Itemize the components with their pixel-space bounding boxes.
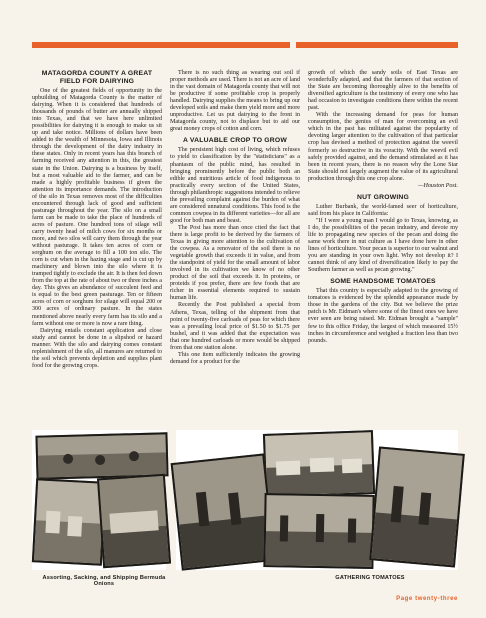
paragraph: One of the greatest fields of opportunity in the upbuilding of Matagorda County is the matter of dairying. When it is considered that hundreds of thousands of pounds of butter are annually shipped into Texas, and that we have here unlimited possibilities for dairying it is enough to make us sit up and take notice. Millions of dollars have been added to the wealth of Minnesota, Iowa and Illinois through the development of the dairy industry in these states. Only in recent years has this branch of farming received any attention in this, the greatest state in the Union. Dairying is a business by itself, but a most valuable aid to the farmer, and can be made a highly profitable business if given the attention its importance demands. The introduction of the silo in Texas removes most of the difficulties encountered through lack of good and sufficient pasturage throughout the year. The silo on a small farm can be made to take the place of hundreds of acres of pasture. One hundred tons of silage will carry twenty head of milch cows for six months or more, and two silos will carry them through the year without pasturage. It takes ten acres of corn or sorghum on the average to fill a 100 ton silo. The corn is cut when in the hazing stage and is cut up by machinery and blown into the silo where it is tramped tightly to exclude the air. It is then fed down from the top at the rate of about two or three inches a day. This gives an abundance of succulent feed and is equal to the best green pasturage. Ten or fifteen acres of corn or sorghum for silage will equal 200 or 300 acres of ordinary pasture. In the states mentioned above nearly every farm has its silo and a farm without one or more is now a rare thing. [32,88,162,327]
caption-onions: Assorting, Sacking, and Shipping Bermuda Onions [42,575,166,587]
heading-nut-growing: NUT GROWING [356,193,410,201]
tomato-photo-collage [176,430,458,570]
photo-image [265,495,372,567]
page-number: Page twenty-three [396,596,458,602]
photo-tomato-crates [263,430,375,498]
photo-image [173,456,273,569]
paragraph: This one item sufficiently indicates the growing demand for a product for the [170,351,300,365]
photo-image [34,480,104,563]
paragraph: With the increasing demand for peas for human consumption, the genius of man for overcoming an evil which in the past has militated against the popularity of devoting larger attention to the cultivation of that particular crop has devised a method of protection against the weevil formerly so destructive in its voracity. With the weevil evil safely provided against, and the demand stimulated as it has been in recent years, there is no reason why the Lone Star State should not largely augment the value of its agricultural production through this one crop alone. [308,112,458,182]
photo-image [265,432,373,496]
attribution: —Houston Post. [418,182,458,189]
photo-onion-field [35,432,168,479]
column-2 [170,70,300,366]
photo-onion-sacks [32,478,106,566]
photo-onion-wagon [97,474,171,569]
photo-tomato-pickers [171,453,276,570]
paragraph: Luther Burbank, the world-famed seer of horticulture, said from his place in California: [308,203,458,217]
top-rule-right [296,42,458,48]
heading-tomatoes: SOME HANDSOME TOMATOES [330,278,436,286]
heading-valuable-crop: A VALUABLE CROP TO GROW [182,137,288,145]
photo-image [371,449,462,566]
paragraph: "If I were a young man I would go to Texas, knowing, as I do, the possibilities of the pecan industry, and devote my life to propagating new species of the pecan and doing the same work there in nut culture as I have done here in other lines of horticulture. Your pecan is superior to our walnut and you are standing in your own light. Why not develop it? I cannot think of any kind of diversification likely to pay the Southern farmer as well as pecan growing." [308,217,458,274]
heading-dairying: MATAGORDA COUNTY A GREAT FIELD FOR DAIRYING [41,70,153,85]
paragraph: The Post has more than once cited the fact that there is large profit to be derived by the farmers of Texas in giving more attention to the cultivation of the cowpea. As a renovator of the soil there is no vegetable growth that exceeds it in value, and from the standpoint of yield for the small amount of labor involved in its cultivation we know of no other product of the soil that exceeds it. In proteins, or proteids if you prefer, there are few foods that are richer in essential elements required to sustain human life. [170,224,300,302]
paragraph: Recently the Post published a special from Athens, Texas, telling of the shipment from that point of twenty-five carloads of peas for which there was a prevailing local price of $1.50 to $1.75 per bushel, and it was added that the expectation was that one hundred carloads or more would be shipped from that one station alone. [170,302,300,351]
paragraph: There is no such thing as wearing out soil if proper methods are used. There is not an acre of land in the vast domain of Matagorda county that will not be productive if some profitable crop is properly handled. Dairying supplies the means to bring up our developed soils and make them yield more and more unproductive. Let us put dairying to the front in Matagorda county, not to displace but to aid our great money crops of cotton and corn. [170,70,300,133]
photo-tomato-workers [369,446,465,567]
column-3 [308,70,458,345]
caption-tomatoes: GATHERING TOMATOES [335,575,405,581]
paragraph: Dairying entails constant application and close study and cannot be done in a slipshod or hazard manner. With the silo and dairying comes constant replenishment of the silo, all manures are returned to the soil which prevents depletion and supplies plant food for the growing crops. [32,327,162,369]
photo-image [99,476,169,566]
paragraph: growth of which the sandy soils of East Texas are wonderfully adapted, and that the farmers of that section of the State are becoming thoroughly alive to the benefits of diversified agriculture is the testimony of every one who has had occasion to investigate conditions there within the recent past. [308,70,458,112]
paragraph: That this country is especially adapted to the growing of tomatoes is evidenced by the splendid appearance made by those in the gardens of the city. But we believe the prize patch is Mr. Eidman's where some of the finest ones we have ever seen are being raised. Mr. Eidman brought a "sample" few to this office Friday, the largest of which measured 15½ inches in circumference and weighed a fraction less than two pounds. [308,288,458,344]
column-1 [32,70,162,370]
photo-image [37,434,166,477]
paragraph: The persistent high cost of living, which refuses to yield to classification by the "statisticians" as a phantasm of the public mind, has resulted in bringing prominently before the public both an edible and nutritious article of food indigenous to practically every section of the United States, through philanthropic suggestions intended to relieve the prevailing complaint against the burden of what are considered unnatural conditions. This food is the common cowpea in its different varieties—for all are good for both man and beast. [170,147,300,224]
photo-tomato-field [263,493,374,569]
onion-photo-collage [32,430,166,570]
top-rule-left [32,42,290,48]
